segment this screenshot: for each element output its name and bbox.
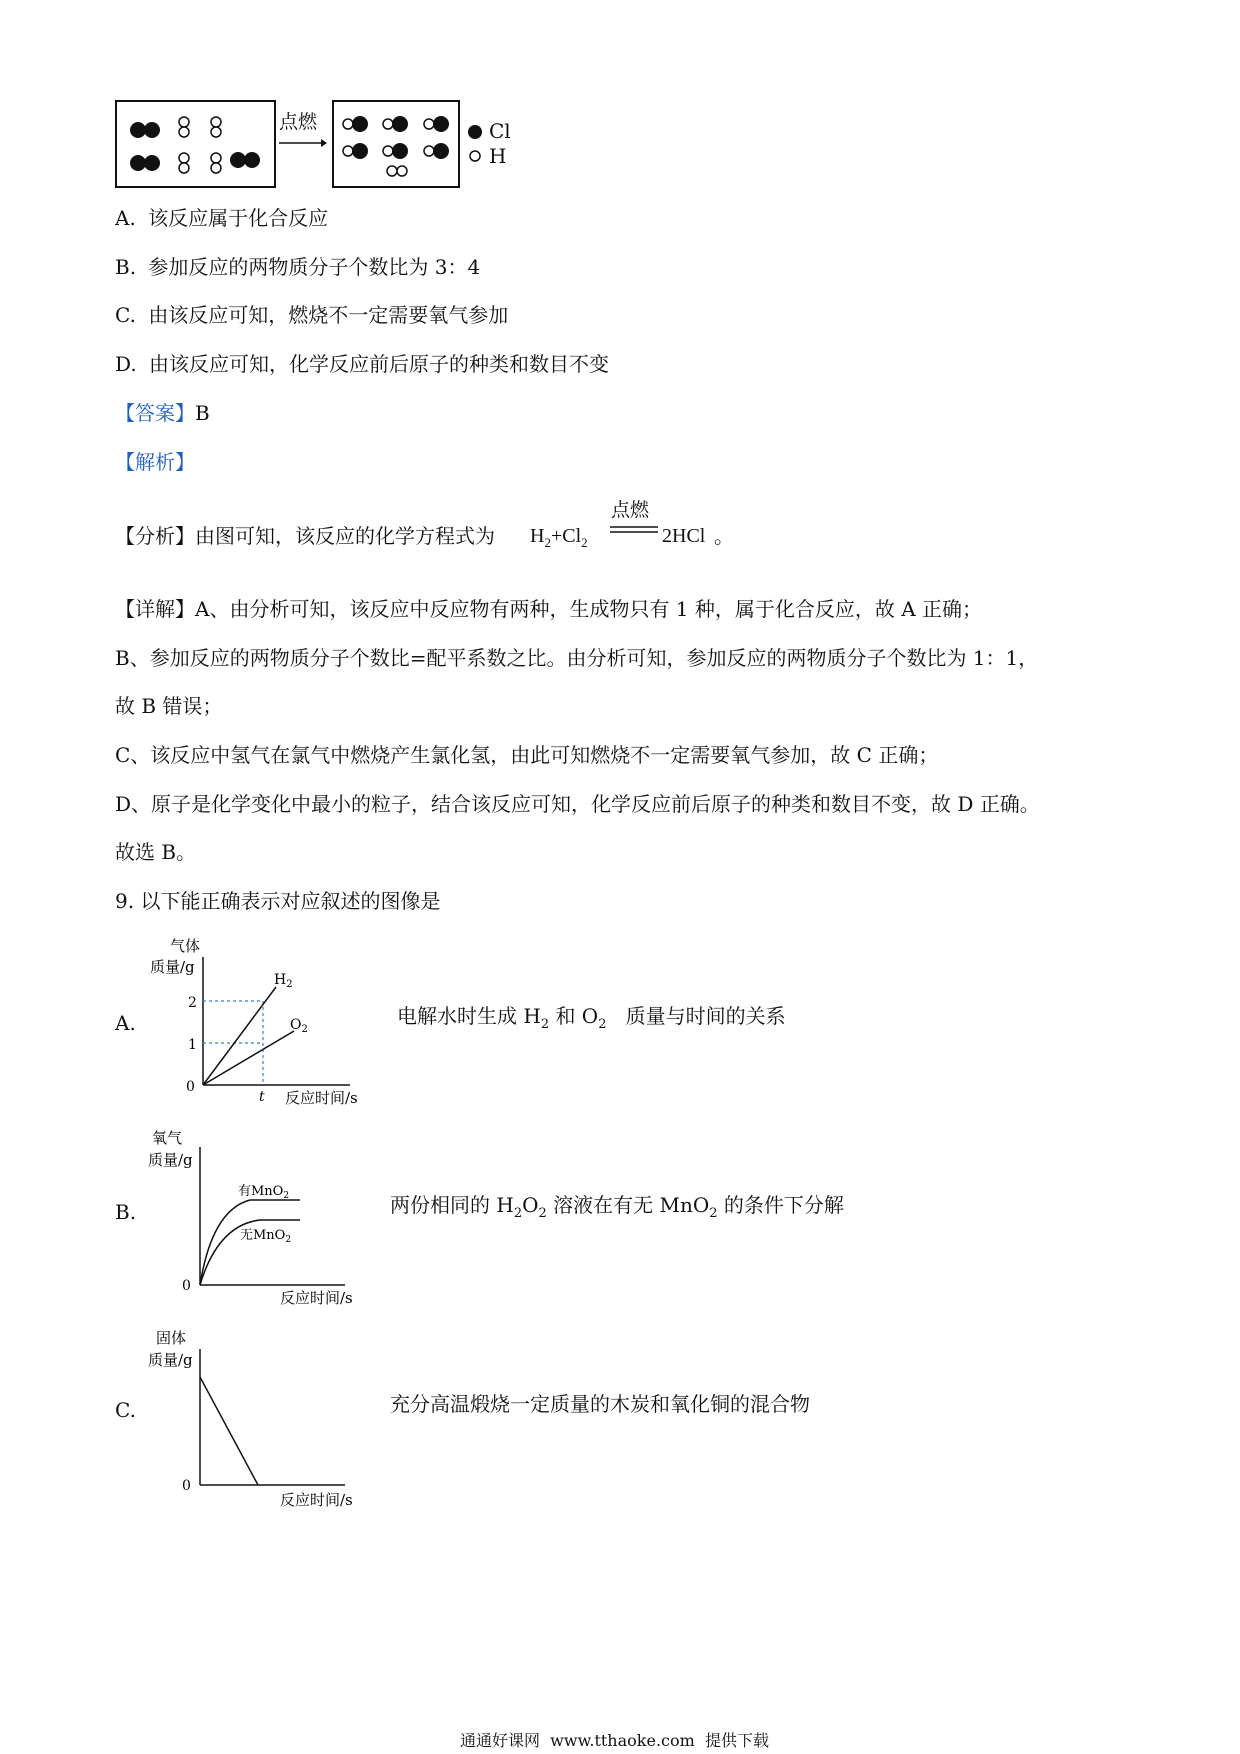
equals-sign-icon: [610, 525, 660, 535]
q9-option-c-letter: C.: [115, 1398, 136, 1422]
eq-product: 2HCl: [662, 525, 706, 547]
q9-option-b-letter: B.: [115, 1200, 137, 1224]
eq-reactants: $H_2+Cl_2$: [530, 525, 588, 550]
option-text: 该反应属于化合反应: [148, 206, 329, 230]
option-letter: A.: [115, 206, 136, 230]
chart-a-label-h2: $H_2$: [274, 972, 293, 990]
legend-label-cl: Cl: [489, 119, 511, 143]
q9-stem: 9. 以下能正确表示对应叙述的图像是: [115, 889, 441, 913]
answer-line: [115, 401, 210, 425]
open-circle-icon: [468, 149, 484, 165]
q8-option-b: [115, 255, 480, 279]
reactants-molecules: [117, 102, 274, 186]
q8-option-a: [115, 206, 328, 230]
chemical-equation: [530, 498, 750, 554]
detail-line-3: 故 B 错误；: [115, 694, 223, 718]
chart-a: [140, 935, 370, 1110]
eq-condition: 点燃: [611, 499, 650, 521]
chart-a-ylabel-1: 气体: [170, 937, 201, 955]
option-text: 由该反应可知，燃烧不一定需要氧气参加: [148, 303, 509, 327]
arrow-icon: [277, 137, 327, 149]
reaction-diagram: [115, 100, 585, 192]
option-letter: C.: [115, 303, 136, 327]
arrow-label: 点燃: [279, 111, 318, 133]
chart-a-ytick-0: 0: [186, 1079, 195, 1095]
answer-tag: 【答案】: [115, 401, 195, 425]
chart-b-label-without: 无MnO$_2$: [240, 1228, 292, 1245]
q9-option-b-desc: 两份相同的 $H_2O_2$ 溶液在有无 MnO$_2$ 的条件下分解: [390, 1193, 844, 1221]
option-letter: D.: [115, 352, 137, 376]
chart-b-ylabel-2: 质量/g: [148, 1151, 193, 1169]
option-text: 参加反应的两物质分子个数比为 3：4: [148, 255, 481, 279]
chart-c-ytick-0: 0: [182, 1478, 191, 1494]
reaction-arrow: [277, 110, 327, 150]
legend-label-h: H: [489, 144, 507, 168]
detail-line-1: 【详解】A、由分析可知，该反应中反应物有两种，生成物只有 1 种，属于化合反应，故 A 正确；: [115, 597, 983, 621]
chart-c-series: [200, 1377, 258, 1485]
reactants-box: [115, 100, 276, 188]
q9-option-c-desc: 充分高温煅烧一定质量的木炭和氧化铜的混合物: [390, 1392, 810, 1416]
answer-value: B: [195, 401, 210, 425]
chart-c: [140, 1325, 370, 1510]
chart-a-ytick-2: 2: [188, 995, 197, 1011]
detail-line-4: C、该反应中氢气在氯气中燃烧产生氯化氢，由此可知燃烧不一定需要氧气参加，故 C 正确；: [115, 743, 939, 767]
chart-c-ylabel-1: 固体: [156, 1329, 187, 1347]
fenxi-text: 由图可知，该反应的化学方程式为: [195, 524, 495, 548]
chart-a-series-o2: [203, 1031, 294, 1085]
chart-c-ylabel-2: 质量/g: [148, 1351, 193, 1369]
chart-c-xlabel: 反应时间/s: [280, 1491, 353, 1509]
chart-b-ytick-0: 0: [182, 1278, 191, 1294]
chart-a-ytick-1: 1: [188, 1037, 197, 1053]
fenxi-line: [115, 524, 495, 548]
chart-a-xtick-t: t: [259, 1089, 265, 1105]
q9-option-a-desc: 电解水时生成 $H_2$ 和 $O_2$ 质量与时间的关系: [397, 1004, 786, 1032]
products-box: [332, 100, 460, 188]
chart-b-label-with: 有MnO$_2$: [238, 1184, 290, 1201]
page-footer: 通通好课网 www.tthaoke.com 提供下载: [460, 1731, 769, 1750]
option-letter: B.: [115, 255, 137, 279]
filled-circle-icon: [467, 124, 483, 140]
q8-option-c: [115, 303, 508, 327]
q9-option-a-letter: A.: [115, 1011, 136, 1035]
detail-line-5: D、原子是化学变化中最小的粒子，结合该反应可知，化学反应前后原子的种类和数目不变，故 D 正确。: [115, 792, 1040, 816]
chart-a-xlabel: 反应时间/s: [285, 1089, 358, 1107]
analysis-tag: 【解析】: [115, 450, 195, 474]
q8-option-d: [115, 352, 609, 376]
detail-line-2: B、参加反应的两物质分子个数比=配平系数之比。由分析可知，参加反应的两物质分子个数比为 1：1，: [115, 646, 1039, 670]
chart-a-series-h2: [203, 987, 276, 1085]
chart-b: [140, 1125, 370, 1310]
eq-end: 。: [714, 524, 734, 548]
products-molecules: [334, 102, 458, 186]
detail-line-6: 故选 B。: [115, 840, 197, 864]
chart-a-ylabel-2: 质量/g: [150, 958, 195, 976]
chart-b-xlabel: 反应时间/s: [280, 1289, 353, 1307]
chart-a-label-o2: $O_2$: [290, 1017, 308, 1035]
diagram-legend: [467, 119, 547, 172]
fenxi-tag: 【分析】: [115, 524, 195, 548]
option-text: 由该反应可知，化学反应前后原子的种类和数目不变: [149, 352, 610, 376]
chart-b-ylabel-1: 氧气: [152, 1129, 183, 1147]
